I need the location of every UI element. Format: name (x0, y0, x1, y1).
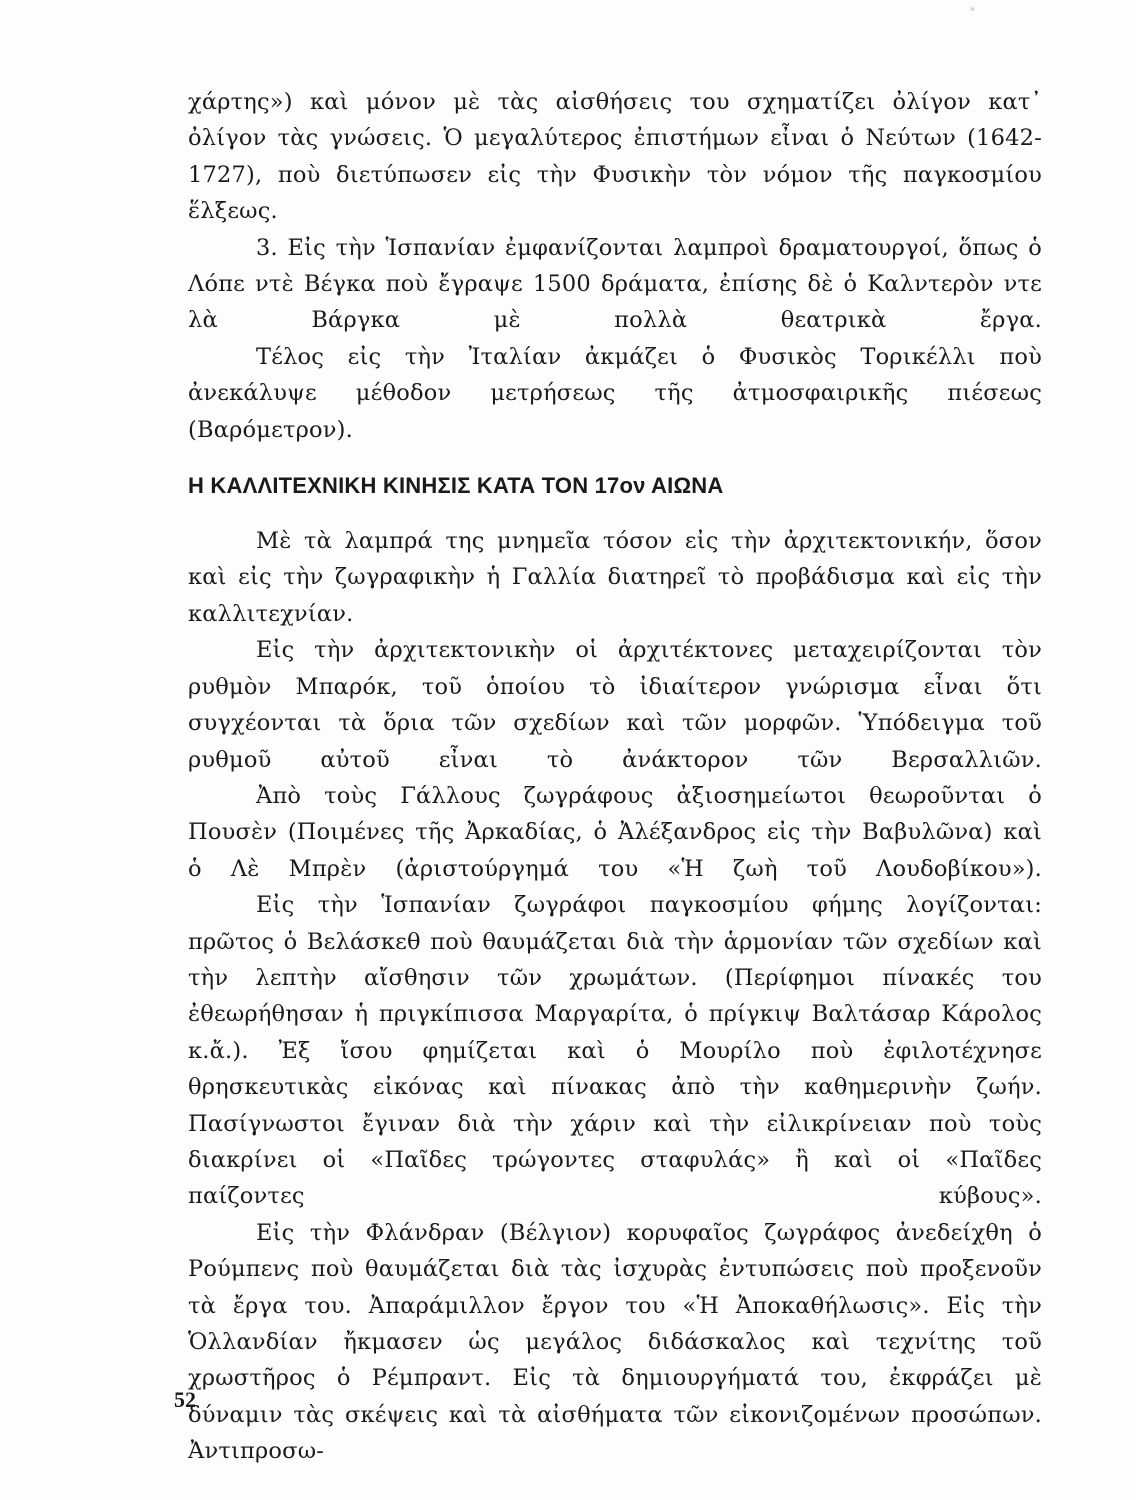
page-number: 52 (174, 1387, 196, 1412)
paragraph-spanish-painters: Εἰς τὴν Ἱσπανίαν ζωγράφοι παγκοσμίου φήμης λογίζονται: πρῶτος ὁ Βελάσκεθ ποὺ θαυμάζεται διὰ τὴν ἁρμονίαν τῶν σχεδίων καὶ τὴν λεπτὴν αἴσθησιν τῶν χρωμάτων. (Περίφημοι πίνακές του ἐθεωρήθησαν ἡ πριγκίπισσα Μαργαρίτα, ὁ πρίγκιψ Βαλτάσαρ Κάρολος κ.ἄ.). Ἐξ ἴσου φημίζεται καὶ ὁ Μουρίλο ποὺ ἐφιλοτέχνησε θρησκευτικὰς εἰκόνας καὶ πίνακας ἀπὸ τὴν καθημερινὴν ζωήν. Πασίγνωστοι ἔγιναν διὰ τὴν χάριν καὶ τὴν εἰλικρίνειαν ποὺ τοὺς διακρίνει οἱ «Παῖδες τρώγοντες σταφυλάς» ἢ καὶ οἱ «Παῖδες παίζοντες κύβους». (188, 892, 1042, 1210)
page-body (188, 84, 1042, 1470)
paragraph-french-painters: Ἀπὸ τοὺς Γάλλους ζωγράφους ἀξιοσημείωτοι θεωροῦνται ὁ Πουσὲν (Ποιμένες τῆς Ἀρκαδίας, ὁ Ἀλέξανδρος εἰς τὴν Βαβυλῶνα) καὶ ὁ Λὲ Μπρὲν (ἀριστούργημά του «Ἡ ζωὴ τοῦ Λουδοβίκου»). (188, 782, 1042, 882)
paragraph-spain-drama: 3. Εἰς τὴν Ἱσπανίαν ἐμφανίζονται λαμπροὶ δραματουργοί, ὅπως ὁ Λόπε ντὲ Βέγκα ποὺ ἔγραψε 1500 δράματα, ἐπίσης δὲ ὁ Καλντερὸν ντε λὰ Βάργκα μὲ πολλὰ θεατρικὰ ἔργα. (188, 234, 1042, 334)
paragraph-newton: χάρτης») καὶ μόνον μὲ τὰς αἰσθήσεις του σχηματίζει ὀλίγον κατ᾿ ὀλίγον τὰς γνώσεις. Ὁ μεγαλύτερος ἐπιστήμων εἶναι ὁ Νεύτων (1642-1727), ποὺ διετύπωσεν εἰς τὴν Φυσικὴν τὸν νόμον τῆς παγκοσμίου ἕλξεως. (188, 89, 1042, 225)
paragraph-baroque: Εἰς τὴν ἀρχιτεκτονικὴν οἱ ἀρχιτέκτονες μεταχειρίζονται τὸν ρυθμὸν Μπαρόκ, τοῦ ὁποίου τὸ ἰδιαίτερον γνώρισμα εἶναι ὅτι συγχέονται τὰ ὅρια τῶν σχεδίων καὶ τῶν μορφῶν. Ὑπόδειγμα τοῦ ρυθμοῦ αὐτοῦ εἶναι τὸ ἀνάκτορον τῶν Βερσαλλιῶν. (188, 637, 1042, 773)
paragraph-flemish-dutch: Εἰς τὴν Φλάνδραν (Βέλγιον) κορυφαῖος ζωγράφος ἀνεδείχθη ὁ Ρούμπενς ποὺ θαυμάζεται διὰ τὰς ἰσχυρὰς ἐντυπώσεις ποὺ προξενοῦν τὰ ἔργα του. Ἀπαράμιλλον ἔργον του «Ἡ Ἀποκαθήλωσις». Εἰς τὴν Ὁλλανδίαν ἤκμασεν ὡς μεγάλος διδάσκαλος καὶ τεχνίτης τοῦ χρωστῆρος ὁ Ρέμπραντ. Εἰς τὰ δημιουργήματά του, ἐκφράζει μὲ δύναμιν τὰς σκέψεις καὶ τὰ αἰσθήματα τῶν εἰκονιζομένων προσώπων. Ἀντιπροσω- (188, 1219, 1042, 1465)
paragraph-italy-torricelli: Τέλος εἰς τὴν Ἰταλίαν ἀκμάζει ὁ Φυσικὸς Τορικέλλι ποὺ ἀνεκάλυψε μέθοδον μετρήσεως τῆς ἀτμοσφαιρικῆς πιέσεως (Βαρόμετρον). (188, 343, 1042, 443)
print-mark: * (970, 6, 975, 17)
section-heading: Η ΚΑΛΛΙΤΕΧΝΙΚΗ ΚΙΝΗΣΙΣ ΚΑΤΑ ΤΟΝ 17ον ΑΙΩΝΑ (188, 473, 724, 499)
paragraph-france-art: Μὲ τὰ λαμπρά της μνημεῖα τόσον εἰς τὴν ἀρχιτεκτονικήν, ὅσον καὶ εἰς τὴν ζωγραφικὴν ἡ Γαλλία διατηρεῖ τὸ προβάδισμα καὶ εἰς τὴν καλλιτεχνίαν. (188, 528, 1042, 627)
